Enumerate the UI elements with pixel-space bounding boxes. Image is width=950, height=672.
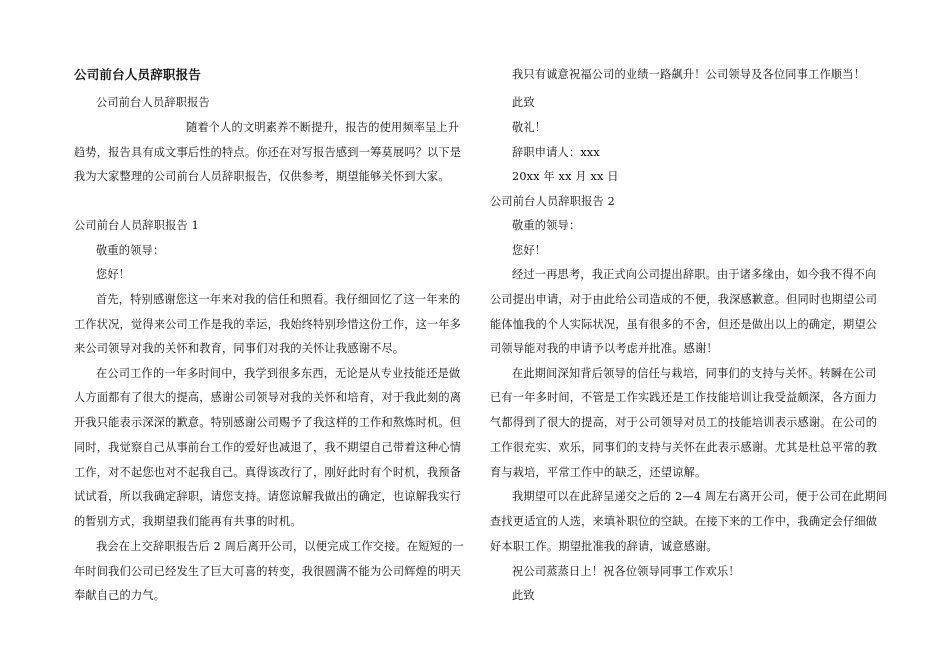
closing: 敬礼！: [512, 121, 547, 134]
paragraph-line: 查找更适宜的人选，来填补职位的空缺。在接下来的工作中，我确定会仔细做: [490, 515, 878, 528]
paragraph-line: 同时，我觉察自己从事前台工作的爱好也减退了，我不期望自己带着这种心情: [74, 441, 462, 454]
paragraph-line: 我会在上交辞职报告后 2 周后离开公司，以便完成工作交接。在短短的一: [96, 540, 464, 553]
date-line: 20xx 年 xx 月 xx 日: [512, 170, 619, 183]
paragraph-line: 我期望可以在此辞呈递交之后的 2—4 周左右离开公司，便于公司在此期间: [512, 490, 888, 503]
paragraph-line: 我只有诚意祝福公司的业绩一路飙升！公司领导及各位同事工作顺当！: [512, 68, 866, 81]
paragraph-line: 我为大家整理的公司前台人员辞职报告，仅供参考，期望能够关怀到大家。: [74, 170, 450, 183]
paragraph-line: 来公司领导对我的关怀和教育，同事们对我的关怀让我感谢不尽。: [74, 342, 405, 355]
signature-line: 辞职申请人：xxx: [512, 146, 600, 159]
paragraph-line: 在公司工作的一年多时间中，我学到很多东西，无论是从专业技能还是做: [96, 367, 461, 380]
paragraph-line: 首先，特别感谢您这一年来对我的信任和照看。我仔细回忆了这一年来的: [96, 293, 461, 306]
paragraph-line: 人方面都有了很大的提高，感谢公司领导对我的关怀和培育，对于我此刻的离: [74, 391, 462, 404]
paragraph-line: 公司提出申请，对于由此给公司造成的不便，我深感歉意。但同时也期望公司: [490, 293, 878, 306]
section-heading: 公司前台人员辞职报告 1: [74, 219, 199, 232]
paragraph-line: 工作，对不起您也对不起我自己。真得该改行了，刚好此时有个时机，我预备: [74, 466, 462, 479]
paragraph-line: 在此期间深知背后领导的信任与栽培，同事们的支持与关怀。转瞬在公司: [512, 367, 877, 380]
paragraph-line: 的暂别方式，我期望我们能再有共事的时机。: [74, 515, 302, 528]
paragraph-line: 工作很充实、欢乐，同事们的支持与关怀在此表示感谢。尤其是杜总平常的教: [490, 441, 878, 454]
document-title: 公司前台人员辞职报告: [74, 67, 202, 82]
paragraph-line: 趋势，报告具有成文事后性的特点。你还在对写报告感到一筹莫展吗？以下是: [74, 146, 462, 159]
paragraph-line: 奉献自己的力气。: [74, 589, 166, 602]
greeting: 您好！: [96, 268, 131, 281]
closing: 此致: [512, 589, 535, 602]
paragraph-line: 开我只能表示深深的歉意。特别感谢公司赐予了我这样的工作和熬炼时机。但: [74, 416, 462, 429]
paragraph-line: 经过一再思考，我正式向公司提出辞职。由于诸多缘由，如今我不得不向: [512, 268, 877, 281]
paragraph-line: 育与栽培，平常工作中的缺乏，还望谅解。: [490, 466, 707, 479]
paragraph-line: 随着个人的文明素养不断提升，报告的使用频率呈上升: [186, 121, 460, 134]
paragraph-line: 已有一年多时间，不管是工作实践还是工作技能培训让我受益颇深，各方面力: [490, 391, 878, 404]
paragraph-line: 年时间我们公司已经发生了巨大可喜的转变，我很圆满不能为公司辉煌的明天: [74, 565, 462, 578]
paragraph-line: 好本职工作。期望批准我的辞请，诚意感谢。: [490, 540, 718, 553]
paragraph-line: 气都得到了很大的提高，对于公司领导对员工的技能培训表示感谢。在公司的: [490, 416, 878, 429]
paragraph-line: 工作状况，觉得来公司工作是我的幸运，我始终特别珍惜这份工作，这一年多: [74, 318, 462, 331]
paragraph-line: 祝公司蒸蒸日上！祝各位领导同事工作欢乐！: [512, 565, 740, 578]
salutation: 敬重的领导：: [512, 219, 581, 232]
closing: 此致: [512, 96, 535, 109]
salutation: 敬重的领导：: [96, 244, 165, 257]
paragraph-line: 司领导能对我的申请予以考虑并批准。感谢！: [490, 342, 718, 355]
section-heading: 公司前台人员辞职报告 2: [490, 195, 615, 208]
subtitle: 公司前台人员辞职报告: [96, 96, 210, 109]
greeting: 您好！: [512, 244, 547, 257]
paragraph-line: 试试看，所以我确定辞职，请您支持。请您谅解我做出的确定，也谅解我实行: [74, 490, 462, 503]
paragraph-line: 能体恤我的个人实际状况，虽有很多的不舍，但还是做出以上的确定，期望公: [490, 318, 878, 331]
